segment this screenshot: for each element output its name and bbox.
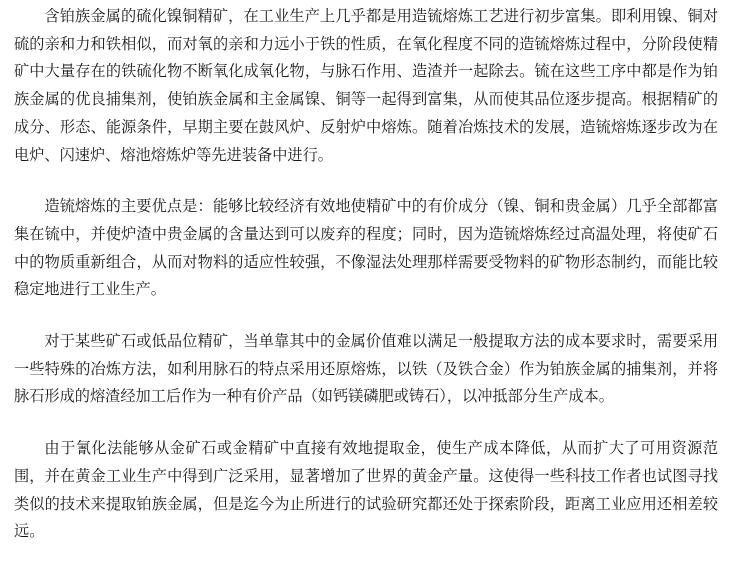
paragraph-3: 对于某些矿石或低品位精矿，当单靠其中的金属价值难以满足一般提取方法的成本要求时，需要采用一些特殊的冶炼方法，如利用脉石的特点采用还原熔炼，以铁（及铁合金）作为铂族金属的捕集剂，并将脉石形成的熔渣经加工后作为一种有价产品（如钙镁磷肥或铸石），以冲抵部分生产成本。 [14,332,718,406]
document-body [14,3,718,546]
paragraph-4: 由于氰化法能够从金矿石或金精矿中直接有效地提取金，使生产成本降低，从而扩大了可用资源范围，并在黄金工业生产中得到广泛采用，显著增加了世界的黄金产量。这使得一些科技工作者也试图寻找类似的技术来提取铂族金属，但是迄今为止所进行的试验研究都还处于探索阶段，距离工业应用还相差较远。 [14,439,718,541]
paragraph-1: 含铂族金属的硫化镍铜精矿，在工业生产上几乎都是用造锍熔炼工艺进行初步富集。即利用镍、铜对硫的亲和力和铁相似，而对氧的亲和力远小于铁的性质，在氧化程度不同的造锍熔炼过程中，分阶段使精矿中大量存在的铁硫化物不断氧化成氧化物，与脉石作用、造渣并一起除去。锍在这些工序中都是作为铂族金属的优良捕集剂，使铂族金属和主金属镍、铜等一起得到富集，从而使其品位逐步提高。根据精矿的成分、形态、能源条件，早期主要在鼓风炉、反射炉中熔炼。随着冶炼技术的发展，造锍熔炼逐步改为在电炉、闪速炉、熔池熔炼炉等先进装备中进行。 [14,7,718,164]
paragraph-2: 造锍熔炼的主要优点是：能够比较经济有效地使精矿中的有价成分（镍、铜和贵金属）几乎全部都富集在锍中，并使炉渣中贵金属的含量达到可以废弃的程度；同时，因为造锍熔炼经过高温处理，将使矿石中的物质重新组合，从而对物料的适应性较强，不像湿法处理那样需要受物料的矿物形态制约，而能比较稳定地进行工业生产。 [14,197,718,299]
